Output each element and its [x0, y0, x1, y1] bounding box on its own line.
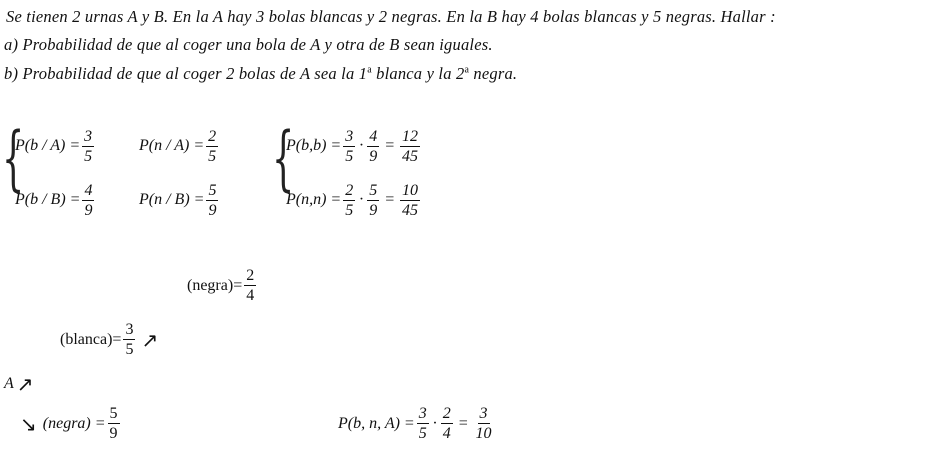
left-system-row-1: [15, 123, 220, 169]
denominator: 9: [84, 201, 93, 219]
fraction: [343, 127, 355, 166]
denominator: 5: [345, 147, 354, 165]
numerator: 12: [402, 127, 419, 145]
numerator: 5: [208, 181, 217, 199]
denominator: 5: [418, 425, 427, 442]
numerator: 3: [479, 405, 488, 422]
problem-statement: Se tienen 2 urnas A y B. En la A hay 3 bolas blancas y 2 negras. En la B hay 4 bolas blancas y 5 negras. Hallar :: [6, 7, 776, 26]
prob-n-given-b: [139, 181, 220, 220]
fraction: [400, 181, 420, 220]
fraction: [474, 404, 494, 443]
part-b-mid: blanca y la 2: [371, 64, 465, 83]
fraction: [400, 127, 420, 166]
part-b-prefix: b) Probabilidad de que al coger 2 bolas de A sea la 1: [4, 64, 368, 83]
numerator: 3: [418, 405, 427, 422]
numerator: 2: [246, 267, 255, 284]
denominator: 45: [402, 201, 419, 219]
fraction: [367, 181, 379, 220]
numerator: 2: [442, 405, 451, 422]
fraction: [82, 181, 94, 220]
fraction: [123, 320, 135, 359]
fraction: [367, 127, 379, 166]
fraction: [206, 181, 218, 220]
fraction: [244, 266, 256, 305]
denominator: 4: [442, 425, 451, 442]
numerator: 4: [369, 127, 378, 145]
negra-label: (negra)=: [187, 276, 243, 294]
multiply-dot: ·: [359, 191, 364, 208]
prob-n-given-a-lhs: P(n / A) =: [139, 137, 205, 154]
fraction: [417, 404, 429, 443]
right-system: [286, 123, 422, 223]
prob-b-given-a: [15, 127, 139, 166]
numerator: 10: [402, 181, 419, 199]
ordinal-1: a: [367, 64, 372, 76]
denominator: 9: [369, 201, 378, 219]
tree-blanca: [60, 320, 158, 359]
denominator: 10: [475, 425, 492, 442]
fraction: [108, 404, 120, 443]
denominator: 5: [208, 147, 217, 165]
part-a-text: a) Probabilidad de que al coger una bola de A y otra de B sean iguales.: [4, 35, 493, 54]
numerator: 3: [125, 321, 134, 338]
numerator: 3: [345, 127, 354, 145]
numerator: 2: [345, 181, 354, 199]
ordinal-2: a: [464, 64, 470, 76]
multiply-dot: ·: [432, 414, 437, 432]
prob-nn-lhs: P(n,n) =: [286, 191, 342, 208]
right-system-row-1: [286, 123, 422, 169]
fraction: [82, 127, 94, 166]
north-east-arrow-icon: ↗: [141, 327, 159, 352]
numerator: 2: [208, 127, 217, 145]
prob-n-given-b-lhs: P(n / B) =: [139, 191, 205, 208]
result-equation: [338, 404, 496, 443]
prob-b-given-b: [15, 181, 139, 220]
part-b-text: [4, 64, 517, 84]
denominator: 9: [369, 147, 378, 165]
denominator: 5: [84, 147, 93, 165]
fraction: [441, 404, 453, 443]
equals-sign: =: [384, 191, 396, 208]
denominator: 5: [345, 201, 354, 219]
prob-bb-lhs: P(b,b) =: [286, 137, 342, 154]
multiply-dot: ·: [359, 137, 364, 154]
numerator: 3: [84, 127, 93, 145]
tree-negra-second: [187, 266, 258, 305]
equals-sign: =: [384, 137, 396, 154]
denominator: 4: [246, 287, 255, 304]
left-system: [15, 123, 220, 223]
north-east-arrow-icon: ↗: [16, 372, 34, 396]
left-system-row-2: [15, 177, 220, 223]
numerator: 5: [109, 405, 118, 422]
root-label: A: [4, 375, 14, 392]
fraction: [343, 181, 355, 220]
numerator: 5: [369, 181, 378, 199]
prob-b-given-b-lhs: P(b / B) =: [15, 191, 81, 208]
fraction: [206, 127, 218, 166]
blanca-label: (blanca)=: [60, 330, 122, 348]
right-system-row-2: [286, 177, 422, 223]
right-brace: {: [272, 117, 295, 199]
denominator: 5: [125, 341, 134, 358]
tree-root: [4, 372, 34, 396]
prob-bnA-lhs: P(b, n, A) =: [338, 414, 415, 432]
denominator: 9: [109, 425, 118, 442]
south-east-arrow-icon: ↘: [20, 411, 37, 436]
equals-sign: =: [457, 414, 469, 432]
prob-b-given-a-lhs: P(b / A) =: [15, 137, 81, 154]
denominator: 45: [402, 147, 419, 165]
left-brace: {: [2, 117, 25, 199]
tree-negra-first: [20, 404, 122, 443]
negra-label: (negra) =: [42, 414, 106, 432]
denominator: 9: [208, 201, 217, 219]
part-b-suffix: negra.: [469, 64, 518, 83]
prob-n-given-a: [139, 127, 220, 166]
numerator: 4: [84, 181, 93, 199]
